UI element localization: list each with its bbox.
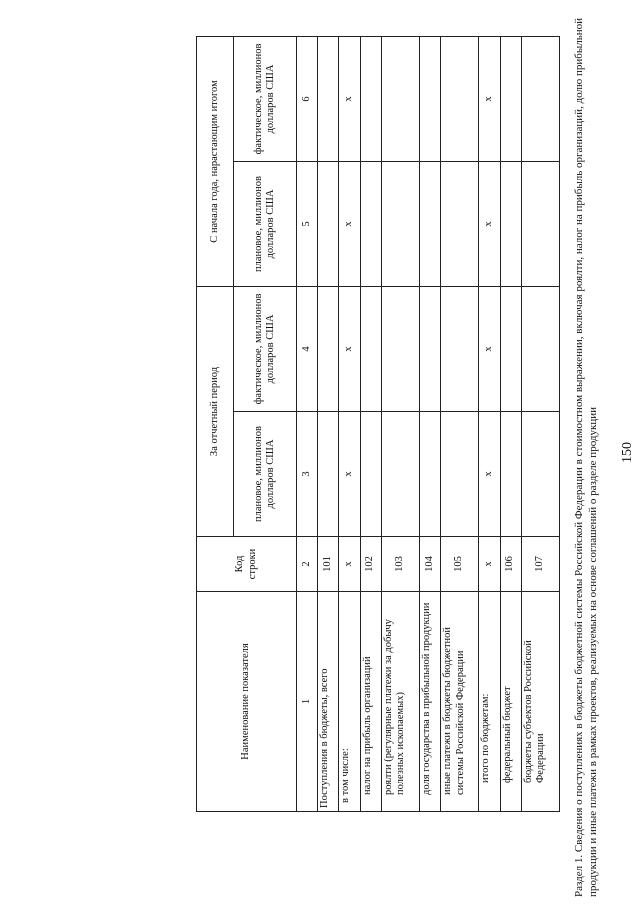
cell-ytd-actual [500, 36, 521, 161]
table-row [441, 36, 479, 811]
header-ytd-actual: фактическое, миллионов долларов США [234, 36, 297, 161]
row-code: x [339, 537, 360, 592]
row-code: 101 [318, 537, 339, 592]
col-number: 6 [297, 36, 318, 161]
column-number-row [297, 36, 318, 811]
header-reporting-period: За отчетный период [197, 286, 234, 536]
header-year-to-date: С начала года, нарастающим итогом [197, 36, 234, 286]
cell-ytd-actual: x [479, 36, 500, 161]
col-number: 1 [297, 592, 318, 812]
cell-period-planned [318, 412, 339, 537]
revenue-table [196, 36, 560, 812]
row-name: бюджеты субъектов Российской Федерации [521, 592, 559, 812]
col-number: 2 [297, 537, 318, 592]
cell-ytd-planned [318, 161, 339, 286]
header-period-actual: фактическое, миллионов долларов США [234, 286, 297, 411]
cell-period-planned: x [339, 412, 360, 537]
row-code: 104 [419, 537, 440, 592]
table-row [500, 36, 521, 811]
cell-ytd-planned [419, 161, 440, 286]
table-row [360, 36, 381, 811]
cell-period-actual [318, 286, 339, 411]
cell-ytd-actual [360, 36, 381, 161]
col-number: 4 [297, 286, 318, 411]
cell-ytd-planned [521, 161, 559, 286]
cell-ytd-actual [521, 36, 559, 161]
cell-ytd-actual: x [339, 36, 360, 161]
row-name: Поступления в бюджеты, всего [318, 592, 339, 812]
row-name: налог на прибыль организаций [360, 592, 381, 812]
table-row [381, 36, 419, 811]
row-code: 102 [360, 537, 381, 592]
table-row [339, 36, 360, 811]
row-code: 107 [521, 537, 559, 592]
header-row-code: Код строки [197, 537, 297, 592]
cell-period-planned [381, 412, 419, 537]
cell-period-actual [419, 286, 440, 411]
col-number: 3 [297, 412, 318, 537]
table-row [521, 36, 559, 811]
cell-period-planned [441, 412, 479, 537]
cell-ytd-planned [381, 161, 419, 286]
cell-ytd-actual [318, 36, 339, 161]
cell-period-planned: x [479, 412, 500, 537]
row-code: 105 [441, 537, 479, 592]
table-row [479, 36, 500, 811]
cell-period-planned [500, 412, 521, 537]
row-code: 103 [381, 537, 419, 592]
section-title: Раздел 1. Сведения о поступлениях в бюджеты бюджетной системы Российской Федерации в стоимостном выражении, включая роялти, налог на прибыль организаций, долю прибыльной продукции и иные платежи в рамках проектов, реализуемых на основе соглашений о разделе продукции [573, 17, 599, 897]
header-period-planned: плановое, миллионов долларов США [234, 412, 297, 537]
cell-period-actual [360, 286, 381, 411]
header-row-1 [197, 36, 234, 811]
cell-period-actual [381, 286, 419, 411]
cell-period-planned [521, 412, 559, 537]
row-name: иные платежи в бюджеты бюджетной системы Российской Федерации [441, 592, 479, 812]
row-name: итого по бюджетам: [479, 592, 500, 812]
col-number: 5 [297, 161, 318, 286]
cell-ytd-actual [419, 36, 440, 161]
cell-period-planned [419, 412, 440, 537]
cell-ytd-planned [441, 161, 479, 286]
row-name: доля государства в прибыльной продукции [419, 592, 440, 812]
cell-period-actual [500, 286, 521, 411]
row-code: 106 [500, 537, 521, 592]
table-row [318, 36, 339, 811]
cell-ytd-planned: x [479, 161, 500, 286]
cell-ytd-actual [381, 36, 419, 161]
cell-period-actual: x [479, 286, 500, 411]
row-code: x [479, 537, 500, 592]
cell-ytd-actual [441, 36, 479, 161]
cell-period-actual [521, 286, 559, 411]
row-name: роялти (регулярные платежи за добычу полезных ископаемых) [381, 592, 419, 812]
cell-ytd-planned [500, 161, 521, 286]
cell-period-planned [360, 412, 381, 537]
cell-ytd-planned [360, 161, 381, 286]
cell-period-actual: x [339, 286, 360, 411]
header-ytd-planned: плановое, миллионов долларов США [234, 161, 297, 286]
row-name: федеральный бюджет [500, 592, 521, 812]
cell-ytd-planned: x [339, 161, 360, 286]
cell-period-actual [441, 286, 479, 411]
page-number: 150 [620, 442, 635, 463]
header-indicator-name: Наименование показателя [197, 592, 297, 812]
table-row [419, 36, 440, 811]
row-name: в том числе: [339, 592, 360, 812]
